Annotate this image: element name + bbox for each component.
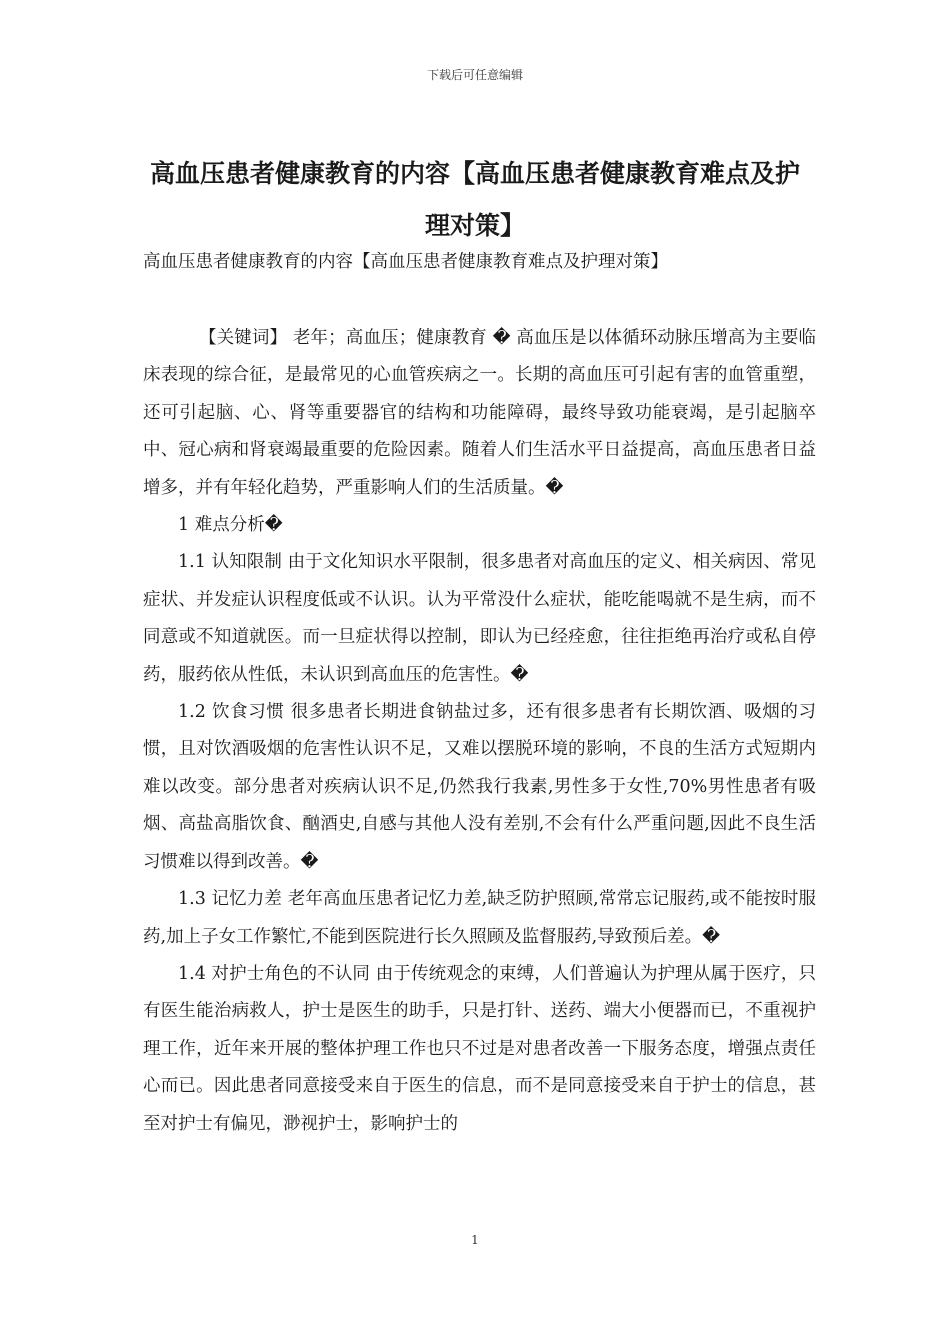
- keywords-paragraph: 【关键词】 老年；高血压；健康教育 � 高血压是以体循环动脉压增高为主要临床表现的综合征，是最常见的心血管疾病之一。长期的高血压可引起有害的血管重塑，还可引起脑、心、肾等重要器官的结构和功能障碍，最终导致功能衰竭，是引起脑卒中、冠心病和肾衰竭最重要的危险因素。随着人们生活水平日益提高，高血压患者日益增多，并有年轻化趋势，严重影响人们的生活质量。�: [143, 328, 816, 498]
- document-subtitle: 高血压患者健康教育的内容【高血压患者健康教育难点及护理对策】: [143, 252, 668, 272]
- paragraph-poor-memory: 1.3 记忆力差 老年高血压患者记忆力差,缺乏防护照顾,常常忘记服药,或不能按时服药,加上子女工作繁忙,不能到医院进行长久照顾及监督服药,导致预后差。�: [143, 889, 816, 947]
- document-body: [143, 320, 816, 1143]
- section-heading-difficulty-analysis: 1 难点分析�: [178, 515, 283, 536]
- paragraph-cognitive-limitation: 1.1 认知限制 由于文化知识水平限制，很多患者对高血压的定义、相关病因、常见症状、并发症认识程度低或不认识。认为平常没什么症状，能吃能喝就不是生病，而不同意或不知道就医。而一旦症状得以控制，即认为已经痊愈，往往拒绝再治疗或私自停药，服药依从性低，未认识到高血压的危害性。�: [143, 552, 816, 685]
- document-title: 高血压患者健康教育的内容【高血压患者健康教育难点及护理对策】: [149, 159, 800, 240]
- page-number: 1: [471, 1233, 479, 1247]
- page-header-note: 下载后可任意编辑: [426, 68, 523, 82]
- paragraph-nurse-role: 1.4 对护士角色的不认同 由于传统观念的束缚，人们普遍认为护理从属于医疗，只有医生能治病救人，护士是医生的助手，只是打针、送药、端大小便器而已，不重视护理工作，近年来开展的整体护理工作也只不过是对患者改善一下服务态度，增强点责任心而已。因此患者同意接受来自于医生的信息，而不是同意接受来自于护士的信息，甚至对护士有偏见，渺视护士，影响护士的: [143, 963, 816, 1134]
- paragraph-dietary-habits: 1.2 饮食习惯 很多患者长期进食钠盐过多，还有很多患者有长期饮酒、吸烟的习惯，且对饮酒吸烟的危害性认识不足，又难以摆脱环境的影响，不良的生活方式短期内难以改变。部分患者对疾病认识不足,仍然我行我素,男性多于女性,70%男性患者有吸烟、高盐高脂饮食、酗酒史,自感与其他人没有差别,不会有什么严重问题,因此不良生活习惯难以得到改善。�: [143, 702, 816, 872]
